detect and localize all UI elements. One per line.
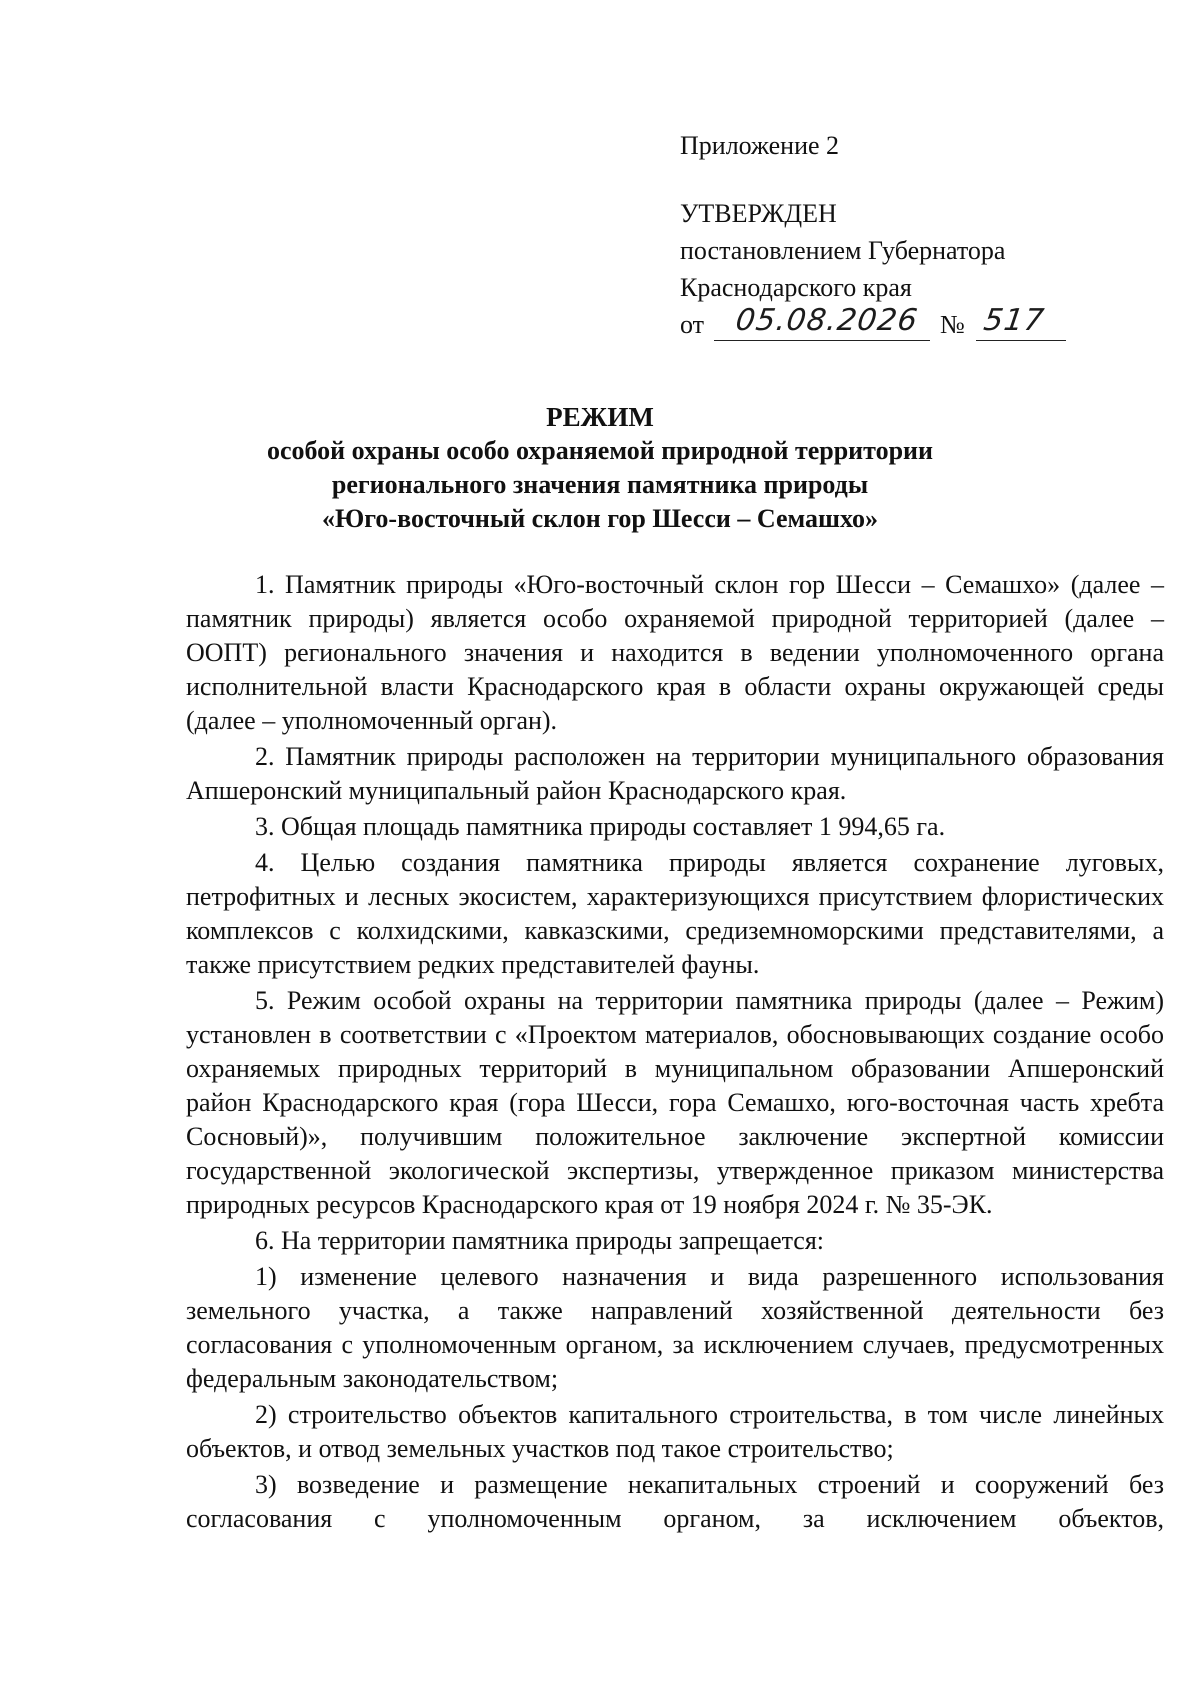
approval-stamp-block bbox=[680, 195, 1160, 346]
title-line-4: «Юго-восточный склон гор Шесси – Семашхо» bbox=[322, 504, 878, 533]
document-title bbox=[160, 400, 1040, 536]
document-body bbox=[186, 568, 1164, 1538]
appendix-label: Приложение 2 bbox=[680, 131, 840, 160]
title-line-1: РЕЖИМ bbox=[546, 402, 654, 432]
approved-by-line-2: Краснодарского края bbox=[680, 273, 912, 302]
paragraph-6: 6. На территории памятника природы запрещается: bbox=[255, 1226, 825, 1255]
paragraph-6-item-3: 3) возведение и размещение некапитальных строений и сооружений без согласования с уполномоченным органом, за исключением объектов, bbox=[186, 1470, 1164, 1533]
number-prefix: № bbox=[940, 310, 965, 339]
paragraph-5: 5. Режим особой охраны на территории памятника природы (далее – Режим) установлен в соответствии с «Проектом материалов, обосновывающих создание особо охраняемых природных территорий в муниципальном образовании Апшеронский район Краснодарского края (гора Шесси, гора Семашхо, юго-восточная часть хребта Сосновый)», получившим положительное заключение экспертной комиссии государственной экологической экспертизы, утвержденное приказом министерства природных ресурсов Краснодарского края от 19 ноября 2024 г. № 35-ЭК. bbox=[186, 986, 1164, 1219]
number-handwritten: 517 bbox=[981, 303, 1047, 338]
paragraph-2: 2. Памятник природы расположен на территории муниципального образования Апшеронский муниципальный район Краснодарского края. bbox=[186, 742, 1164, 805]
date-handwritten: 05.08.2026 bbox=[733, 303, 921, 338]
number-underline bbox=[976, 340, 1066, 341]
paragraph-1: 1. Памятник природы «Юго-восточный склон гор Шесси – Семашхо» (далее – памятник природы) является особо охраняемой природной территорией (далее – ООПТ) регионального значения и находится в ведении уполномоченного органа исполнительной власти Краснодарского края в области охраны окружающей среды (далее – уполномоченный орган). bbox=[186, 570, 1164, 735]
paragraph-6-item-2: 2) строительство объектов капитального строительства, в том числе линейных объектов, и отвод земельных участков под такое строительство; bbox=[186, 1400, 1164, 1463]
paragraph-3: 3. Общая площадь памятника природы составляет 1 994,65 га. bbox=[255, 812, 946, 841]
paragraph-4: 4. Целью создания памятника природы является сохранение луговых, петрофитных и лесных экосистем, характеризующихся присутствием флористических комплексов с колхидскими, кавказскими, средиземноморскими представителями, а также присутствием редких представителей фауны. bbox=[186, 848, 1164, 979]
title-line-3: регионального значения памятника природы bbox=[331, 470, 869, 499]
date-underline bbox=[714, 340, 930, 341]
title-line-2: особой охраны особо охраняемой природной территории bbox=[266, 436, 934, 465]
date-number-row bbox=[680, 303, 1160, 346]
approved-by-line-1: постановлением Губернатора bbox=[680, 236, 1006, 265]
paragraph-6-item-1: 1) изменение целевого назначения и вида разрешенного использования земельного участка, а также направлений хозяйственной деятельности без согласования с уполномоченным органом, за исключением случаев, предусмотренных федеральным законодательством; bbox=[186, 1262, 1164, 1393]
date-prefix: от bbox=[680, 310, 705, 339]
approved-label: УТВЕРЖДЕН bbox=[680, 199, 837, 228]
